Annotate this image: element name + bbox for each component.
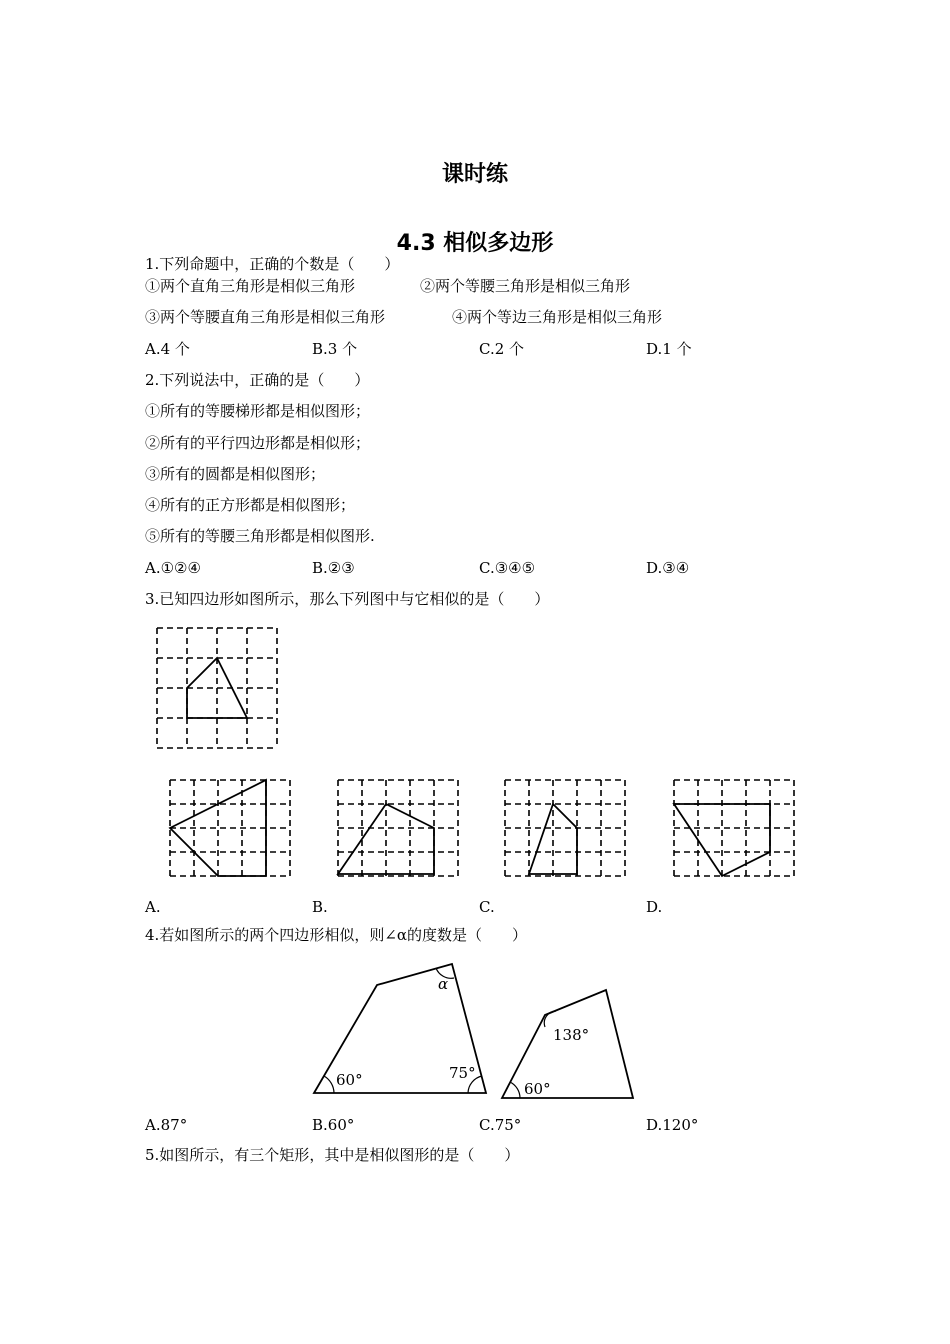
- statement-3: ③两个等腰直角三角形是相似三角形: [145, 308, 386, 326]
- option-d[interactable]: D.: [646, 898, 663, 916]
- option-b[interactable]: B.: [312, 898, 328, 916]
- option-d[interactable]: D.③④: [646, 559, 690, 577]
- option-b[interactable]: B.60°: [312, 1116, 355, 1134]
- angle-label: 75°: [449, 1064, 476, 1082]
- angle-label: 60°: [336, 1071, 363, 1089]
- question-stem: 4.若如图所示的两个四边形相似，则∠α的度数是（ ）: [145, 926, 528, 944]
- option-b-figure[interactable]: [338, 780, 460, 878]
- statement-1: ①两个直角三角形是相似三角形: [145, 277, 356, 295]
- question-stem: 5.如图所示，有三个矩形，其中是相似图形的是（ ）: [145, 1146, 520, 1164]
- option-d-figure[interactable]: [674, 780, 796, 878]
- reference-quadrilateral-figure: [157, 628, 279, 750]
- option-b[interactable]: B.②③: [312, 559, 355, 577]
- alpha-label: α: [438, 975, 449, 993]
- statement-4: ④所有的正方形都是相似图形；: [145, 496, 356, 514]
- page-title: 课时练: [441, 162, 508, 187]
- angle-label: 138°: [553, 1026, 590, 1044]
- question-stem: 3.已知四边形如图所示，那么下列图中与它相似的是（ ）: [145, 590, 550, 608]
- statement-4: ④两个等边三角形是相似三角形: [452, 308, 663, 326]
- option-b[interactable]: B.3 个: [312, 340, 358, 358]
- option-a[interactable]: A.: [145, 898, 161, 916]
- option-c[interactable]: C.75°: [479, 1116, 522, 1134]
- statement-1: ①所有的等腰梯形都是相似图形；: [145, 402, 371, 420]
- option-a[interactable]: A.87°: [145, 1116, 188, 1134]
- section-title: 4.3 相似多边形: [396, 231, 554, 256]
- statement-2: ②所有的平行四边形都是相似形；: [145, 434, 371, 452]
- statement-5: ⑤所有的等腰三角形都是相似图形.: [145, 527, 375, 545]
- option-c[interactable]: C.: [479, 898, 495, 916]
- question-stem: 2.下列说法中，正确的是（ ）: [145, 371, 370, 389]
- option-d[interactable]: D.1 个: [646, 340, 692, 358]
- option-c[interactable]: C.③④⑤: [479, 559, 536, 577]
- similar-quadrilaterals-figure: [300, 955, 645, 1105]
- option-c[interactable]: C.2 个: [479, 340, 525, 358]
- statement-3: ③所有的圆都是相似图形；: [145, 465, 326, 483]
- option-a[interactable]: A.①②④: [145, 559, 201, 577]
- option-a[interactable]: A.4 个: [145, 340, 190, 358]
- option-a-figure[interactable]: [170, 780, 292, 878]
- statement-2: ②两个等腰三角形是相似三角形: [420, 277, 631, 295]
- question-stem: 1.下列命题中，正确的个数是（ ）: [145, 255, 400, 273]
- option-c-figure[interactable]: [505, 780, 627, 878]
- option-d[interactable]: D.120°: [646, 1116, 699, 1134]
- angle-label: 60°: [524, 1080, 551, 1098]
